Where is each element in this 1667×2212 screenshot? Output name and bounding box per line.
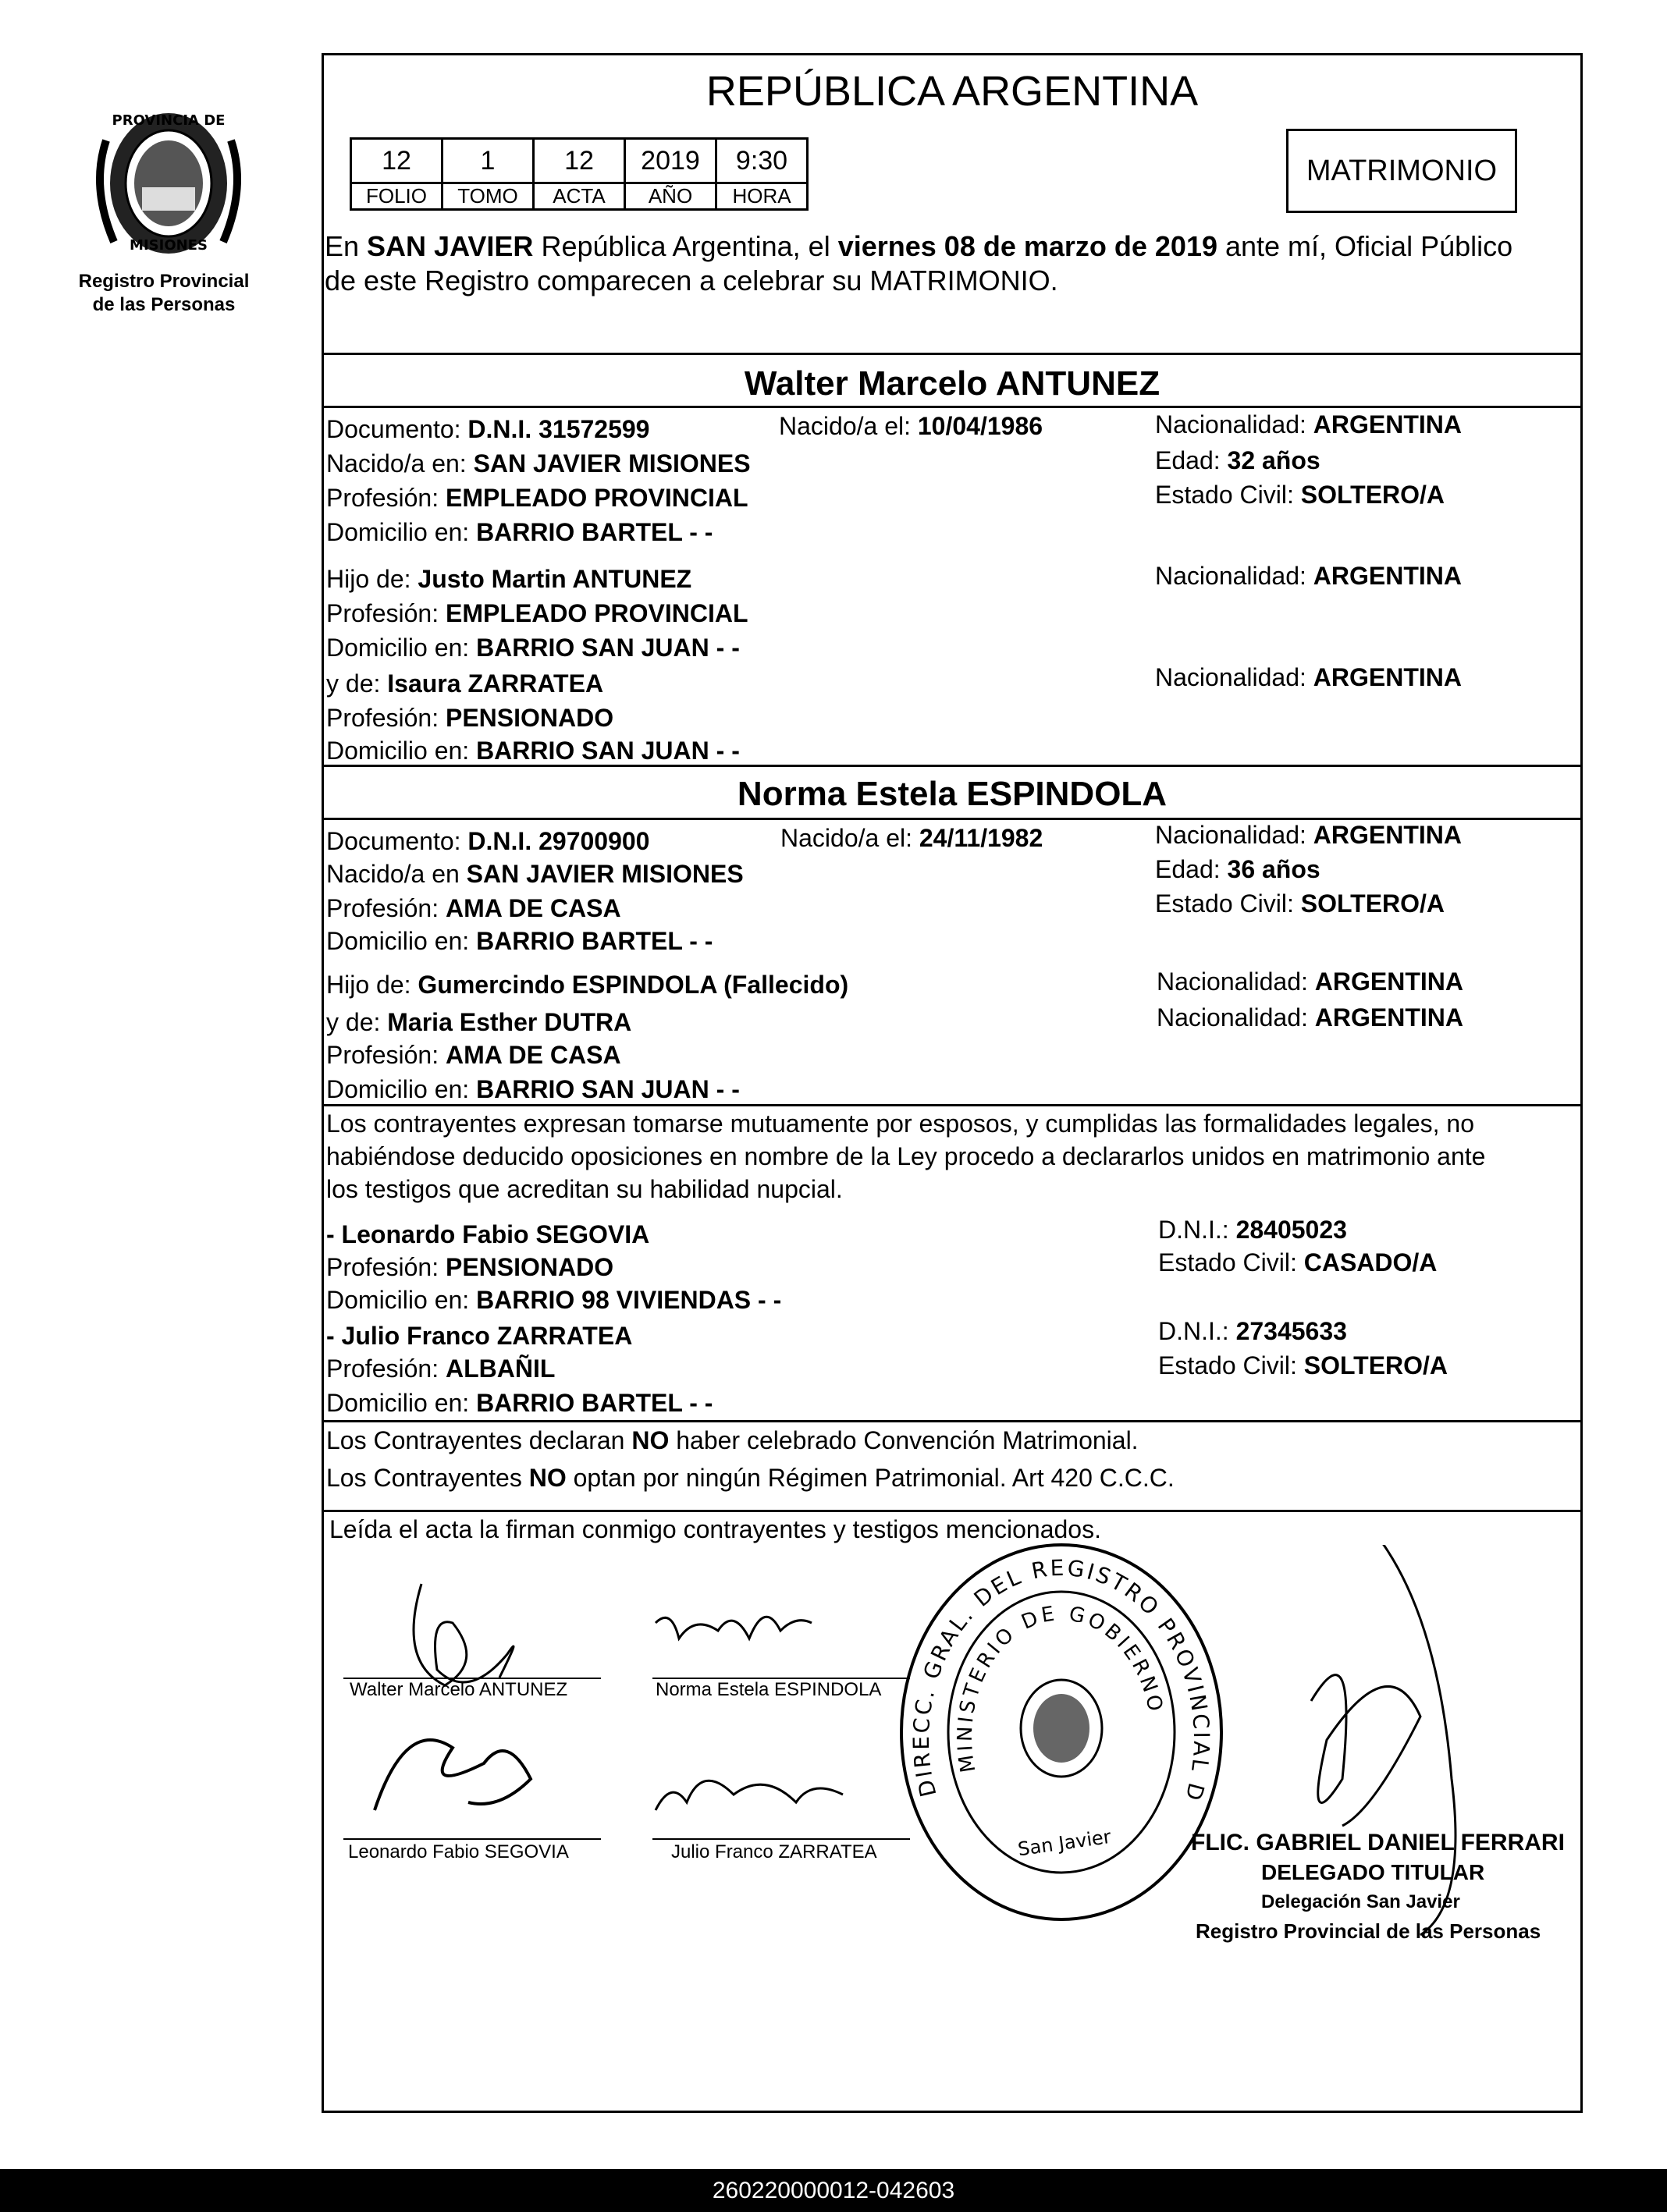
spouse2-document: Documento: D.N.I. 29700900 xyxy=(326,827,650,855)
spouse2-profession: Profesión: AMA DE CASA xyxy=(326,894,621,922)
spouse1-mother-nationality: Nacionalidad: ARGENTINA xyxy=(1155,663,1463,691)
official-registry: Registro Provincial de las Personas xyxy=(1196,1919,1541,1943)
act-type: MATRIMONIO xyxy=(1306,154,1498,187)
witness1-domicile: Domicilio en: BARRIO 98 VIVIENDAS - - xyxy=(326,1286,782,1314)
spouse2-civil-status: Estado Civil: SOLTERO/A xyxy=(1155,889,1445,918)
spouse1-profession: Profesión: EMPLEADO PROVINCIAL xyxy=(326,484,748,512)
spouse1-father: Hijo de: Justo Martin ANTUNEZ xyxy=(326,565,692,593)
hora-value: 9:30 xyxy=(716,139,808,183)
witness2-profession: Profesión: ALBAÑIL xyxy=(326,1355,556,1383)
declaration-line1: Los contrayentes expresan tomarse mutuamente por esposos, y cumplidas las formalidades legales, no xyxy=(326,1110,1474,1138)
divider-spouse1-top xyxy=(322,406,1583,408)
official-stamp xyxy=(890,1537,1233,1927)
tomo-label: TOMO xyxy=(443,183,534,210)
spouse2-mother: y de: Maria Esther DUTRA xyxy=(326,1008,632,1036)
spouse1-civil-status: Estado Civil: SOLTERO/A xyxy=(1155,481,1445,509)
svg-text:MISIONES: MISIONES xyxy=(130,237,208,254)
spouse2-mother-profession: Profesión: AMA DE CASA xyxy=(326,1041,621,1069)
registry-table xyxy=(350,137,809,211)
spouse1-mother-domicile: Domicilio en: BARRIO SAN JUAN - - xyxy=(326,737,740,765)
convention-statement: Los Contrayentes declaran NO haber celebrado Convención Matrimonial. xyxy=(326,1426,1139,1454)
official-title: DELEGADO TITULAR xyxy=(1261,1860,1485,1884)
acta-value: 12 xyxy=(534,139,625,183)
hora-label: HORA xyxy=(716,183,808,210)
divider-agreements xyxy=(322,1420,1583,1422)
signature-label-1: Walter Marcelo ANTUNEZ xyxy=(350,1679,568,1700)
divider-closing xyxy=(322,1510,1583,1512)
spouse1-father-domicile: Domicilio en: BARRIO SAN JUAN - - xyxy=(326,634,740,662)
witness2-civil-status: Estado Civil: SOLTERO/A xyxy=(1158,1351,1448,1379)
spouse1-birthplace: Nacido/a en: SAN JAVIER MISIONES xyxy=(326,449,751,478)
folio-value: 12 xyxy=(351,139,443,183)
stamp-outer-text: DIRECC. GRAL. DEL REGISTRO PROVINCIAL D xyxy=(908,1554,1215,1805)
witness2-name: - Julio Franco ZARRATEA xyxy=(326,1322,633,1350)
declaration-line3: los testigos que acreditan su habilidad nupcial. xyxy=(326,1175,843,1203)
spouse1-mother-profession: Profesión: PENSIONADO xyxy=(326,704,614,732)
spouse2-nationality: Nacionalidad: ARGENTINA xyxy=(1155,821,1463,849)
spouse1-document: Documento: D.N.I. 31572599 xyxy=(326,415,650,443)
spouse2-domicile: Domicilio en: BARRIO BARTEL - - xyxy=(326,927,713,955)
divider-header xyxy=(322,353,1583,355)
spouse2-father: Hijo de: Gumercindo ESPINDOLA (Fallecido) xyxy=(326,971,849,999)
provincial-emblem xyxy=(83,94,254,265)
page-title: REPÚBLICA ARGENTINA xyxy=(706,68,1199,115)
spouse1-father-nationality: Nacionalidad: ARGENTINA xyxy=(1155,562,1463,590)
intro-line1: En SAN JAVIER República Argentina, el viernes 08 de marzo de 2019 ante mí, Oficial Público xyxy=(325,230,1513,262)
witness2-domicile: Domicilio en: BARRIO BARTEL - - xyxy=(326,1389,713,1417)
witness1-profession: Profesión: PENSIONADO xyxy=(326,1253,614,1281)
spouse2-birthplace: Nacido/a en SAN JAVIER MISIONES xyxy=(326,860,744,888)
divider-spouse2-top xyxy=(322,818,1583,820)
signature-line-4 xyxy=(652,1838,910,1840)
official-office: Delegación San Javier xyxy=(1261,1891,1460,1912)
spouse1-father-profession: Profesión: EMPLEADO PROVINCIAL xyxy=(326,599,748,627)
folio-label: FOLIO xyxy=(351,183,443,210)
signature-line-3 xyxy=(343,1838,601,1840)
declaration-line2: habiéndose deducido oposiciones en nombre de la Ley procedo a declararlos unidos en matrimonio ante xyxy=(326,1142,1486,1170)
witness1-civil-status: Estado Civil: CASADO/A xyxy=(1158,1248,1438,1276)
anio-label: AÑO xyxy=(625,183,716,210)
emblem-caption-line1: Registro Provincial xyxy=(78,271,250,292)
spouse1-nationality: Nacionalidad: ARGENTINA xyxy=(1155,410,1463,438)
spouse2-age: Edad: 36 años xyxy=(1155,855,1320,883)
witness2-dni: D.N.I.: 27345633 xyxy=(1158,1317,1347,1345)
witness1-name: - Leonardo Fabio SEGOVIA xyxy=(326,1220,650,1248)
regime-statement: Los Contrayentes NO optan por ningún Régimen Patrimonial. Art 420 C.C.C. xyxy=(326,1464,1175,1492)
emblem-caption-line2: de las Personas xyxy=(92,294,236,315)
svg-text:DIRECC. GRAL. DEL REGISTRO PRO xyxy=(890,1537,1214,1805)
spouse1-born: Nacido/a el: 10/04/1986 xyxy=(779,412,1043,440)
spouse2-name: Norma Estela ESPINDOLA xyxy=(737,775,1168,813)
footer-barcode-text: 260220000012-042603 xyxy=(0,2169,1667,2212)
signature-label-3: Leonardo Fabio SEGOVIA xyxy=(348,1841,569,1862)
tomo-value: 1 xyxy=(443,139,534,183)
closing-statement: Leída el acta la firman conmigo contrayentes y testigos mencionados. xyxy=(329,1515,1101,1543)
spouse2-mother-nationality: Nacionalidad: ARGENTINA xyxy=(1157,1003,1464,1031)
emblem-caption xyxy=(62,270,265,317)
spouse2-father-nationality: Nacionalidad: ARGENTINA xyxy=(1157,968,1464,996)
divider-spouse2 xyxy=(322,765,1583,767)
stamp-inner-text: MINISTERIO DE GOBIERNO xyxy=(953,1602,1168,1774)
svg-text:PROVINCIA DE: PROVINCIA DE xyxy=(112,112,226,129)
spouse1-mother: y de: Isaura ZARRATEA xyxy=(326,669,604,698)
intro-line2: de este Registro comparecen a celebrar su MATRIMONIO. xyxy=(325,265,1058,296)
anio-value: 2019 xyxy=(625,139,716,183)
stamp-bottom-text: San Javier xyxy=(1016,1825,1113,1861)
witness1-dni: D.N.I.: 28405023 xyxy=(1158,1216,1347,1244)
act-type-box xyxy=(1286,129,1517,213)
spouse1-name: Walter Marcelo ANTUNEZ xyxy=(744,364,1161,403)
signature-label-4: Julio Franco ZARRATEA xyxy=(671,1841,877,1862)
official-name: FLIC. GABRIEL DANIEL FERRARI xyxy=(1191,1830,1565,1855)
signature-label-2: Norma Estela ESPINDOLA xyxy=(656,1679,882,1700)
spouse2-mother-domicile: Domicilio en: BARRIO SAN JUAN - - xyxy=(326,1075,740,1103)
acta-label: ACTA xyxy=(534,183,625,210)
spouse1-age: Edad: 32 años xyxy=(1155,446,1320,474)
spouse1-domicile: Domicilio en: BARRIO BARTEL - - xyxy=(326,518,713,546)
spouse2-born: Nacido/a el: 24/11/1982 xyxy=(780,824,1043,852)
divider-declaration xyxy=(322,1104,1583,1106)
